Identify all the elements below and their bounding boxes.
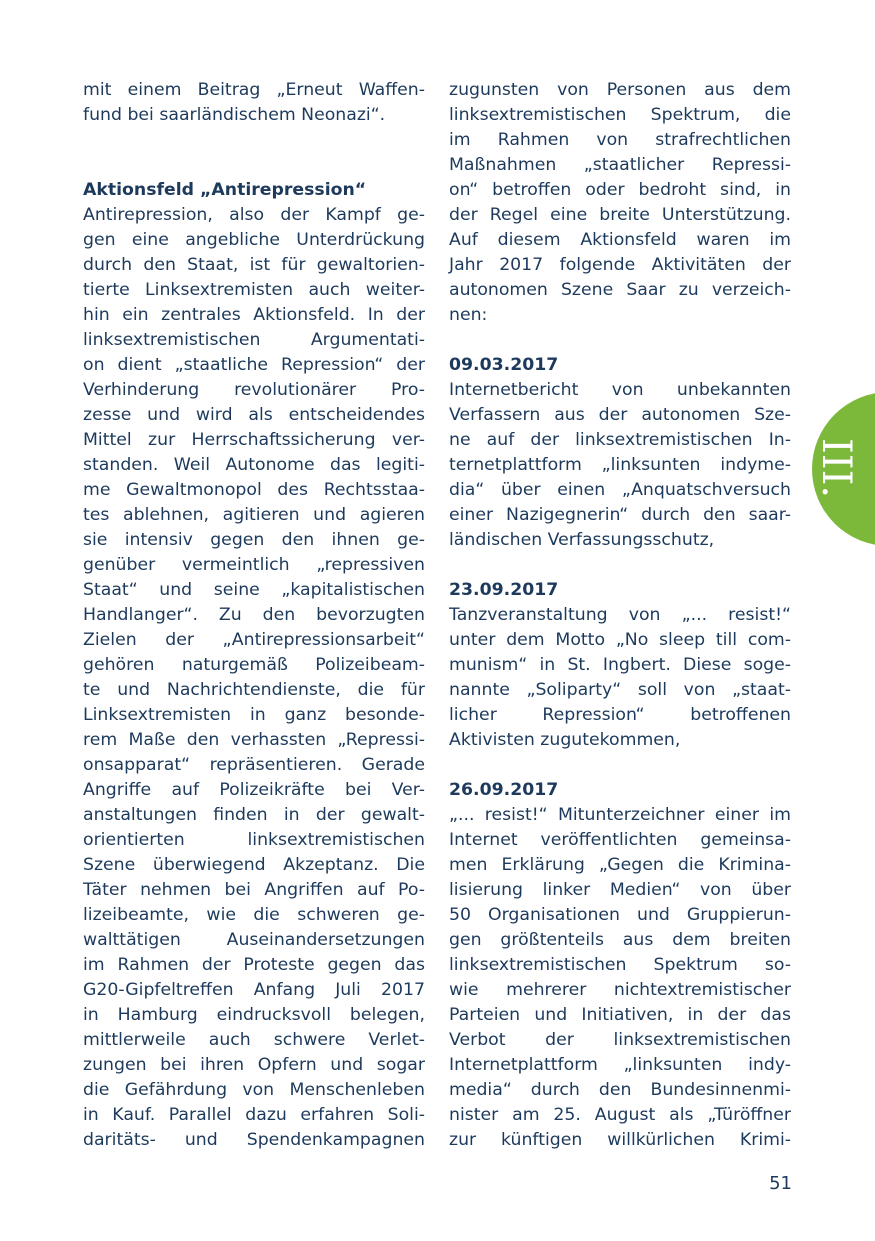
event-list xyxy=(449,328,791,1153)
event-date: 09.03.2017 xyxy=(449,355,559,375)
text-line: nister am 25. August als „Türöffner xyxy=(449,1105,791,1125)
text-line: Verhinderung revolutionärer Pro- xyxy=(83,380,425,400)
text-line: Jahr 2017 folgende Aktivitäten der xyxy=(449,255,791,275)
text-line: zungen bei ihren Opfern und sogar xyxy=(83,1055,425,1075)
text-line: die Gefährdung von Menschenleben xyxy=(83,1080,425,1100)
text-line: Linksextremisten in ganz besonde- xyxy=(83,705,425,725)
left-intro-paragraph xyxy=(83,78,425,128)
text-line: Parteien und Initiativen, in der das xyxy=(449,1005,791,1025)
text-line: linksextremistischen Spektrum, die xyxy=(449,105,791,125)
text-line: genüber vermeintlich „repressiven xyxy=(83,555,425,575)
text-line: zugunsten von Personen aus dem xyxy=(449,80,791,100)
text-line: me Gewaltmonopol des Rechtsstaa- xyxy=(83,480,425,500)
text-line: daritäts- und Spendenkampagnen xyxy=(83,1130,425,1150)
text-line: Aktivisten zugutekommen, xyxy=(449,730,681,750)
right-intro-paragraph xyxy=(449,78,791,328)
text-line: orientierten linksextremistischen xyxy=(83,830,425,850)
text-line: wie mehrerer nichtextremistischer xyxy=(449,980,791,1000)
text-line: sie intensiv gegen den ihnen ge- xyxy=(83,530,425,550)
text-line: Internetbericht von unbekannten xyxy=(449,380,791,400)
text-line: walttätigen Auseinandersetzungen xyxy=(83,930,425,950)
spacer xyxy=(83,128,425,153)
text-line: gehören naturgemäß Polizeibeam- xyxy=(83,655,425,675)
spacer xyxy=(449,553,791,578)
text-line: men Erklärung „Gegen die Krimina- xyxy=(449,855,791,875)
text-line: der Regel eine breite Unterstützung. xyxy=(449,205,791,225)
text-line: munism“ in St. Ingbert. Diese soge- xyxy=(449,655,791,675)
text-line: in Hamburg eindrucksvoll belegen, xyxy=(83,1005,425,1025)
text-line: anstaltungen finden in der gewalt- xyxy=(83,805,425,825)
text-line: tierte Linksextremisten auch weiter- xyxy=(83,280,425,300)
text-line: nen: xyxy=(449,305,488,325)
text-line: te und Nachrichtendienste, die für xyxy=(83,680,425,700)
text-line: tes ablehnen, agitieren und agieren xyxy=(83,505,425,525)
spacer xyxy=(449,328,791,353)
text-line: hin ein zentrales Aktionsfeld. In der xyxy=(83,305,425,325)
text-line: Antirepression, also der Kampf ge- xyxy=(83,205,425,225)
text-line: dia“ über einen „Anquatschversuch xyxy=(449,480,791,500)
text-line: Tanzveranstaltung von „... resist!“ xyxy=(449,605,791,625)
text-line: fund bei saarländischem Neonazi“. xyxy=(83,105,386,125)
text-line: mit einem Beitrag „Erneut Waffen- xyxy=(83,80,425,100)
right-column xyxy=(449,78,791,1153)
text-line: media“ durch den Bundesinnenmi- xyxy=(449,1080,791,1100)
text-line: zesse und wird als entscheidendes xyxy=(83,405,425,425)
text-line: licher Repression“ betroffenen xyxy=(449,705,791,725)
text-line: im Rahmen von strafrechtlichen xyxy=(449,130,791,150)
text-line: lisierung linker Medien“ von über xyxy=(449,880,791,900)
text-line: durch den Staat, ist für gewaltorien- xyxy=(83,255,425,275)
event-entry xyxy=(449,778,791,1153)
text-line: Verfassern aus der autonomen Sze- xyxy=(449,405,791,425)
text-line: nannte „Soliparty“ soll von „staat- xyxy=(449,680,791,700)
text-line: gen eine angebliche Unterdrückung xyxy=(83,230,425,250)
event-entry xyxy=(449,353,791,553)
event-date: 26.09.2017 xyxy=(449,780,559,800)
text-line: autonomen Szene Saar zu verzeich- xyxy=(449,280,791,300)
text-line: 50 Organisationen und Gruppierun- xyxy=(449,905,791,925)
text-line: rem Maße den verhassten „Repressi- xyxy=(83,730,425,750)
text-line: unter dem Motto „No sleep till com- xyxy=(449,630,791,650)
text-line: Internetplattform „linksunten indy- xyxy=(449,1055,791,1075)
text-line: Täter nehmen bei Angriffen auf Po- xyxy=(83,880,425,900)
section-body xyxy=(83,203,425,1153)
text-line: ternetplattform „linksunten indyme- xyxy=(449,455,791,475)
text-line: linksextremistischen Spektrum so- xyxy=(449,955,791,975)
text-line: Auf diesem Aktionsfeld waren im xyxy=(449,230,791,250)
text-line: zur künftigen willkürlichen Krimi- xyxy=(449,1130,791,1150)
text-line: mittlerweile auch schwere Verlet- xyxy=(83,1030,425,1050)
text-line: in Kauf. Parallel dazu erfahren Soli- xyxy=(83,1105,425,1125)
text-line: Staat“ und seine „kapitalistischen xyxy=(83,580,425,600)
text-line: linksextremistischen Argumentati- xyxy=(83,330,425,350)
text-line: Maßnahmen „staatlicher Repressi- xyxy=(449,155,791,175)
spacer xyxy=(449,753,791,778)
text-line: im Rahmen der Proteste gegen das xyxy=(83,955,425,975)
text-line: Szene überwiegend Akzeptanz. Die xyxy=(83,855,425,875)
text-line: Verbot der linksextremistischen xyxy=(449,1030,791,1050)
text-line: ne auf der linksextremistischen In- xyxy=(449,430,791,450)
text-line: G20-Gipfeltreffen Anfang Juli 2017 xyxy=(83,980,425,1000)
text-line: Mittel zur Herrschaftssicherung ver- xyxy=(83,430,425,450)
text-line: lizeibeamte, wie die schweren ge- xyxy=(83,905,425,925)
event-date: 23.09.2017 xyxy=(449,580,559,600)
page-number: 51 xyxy=(769,1173,792,1194)
text-line: onsapparat“ repräsentieren. Gerade xyxy=(83,755,425,775)
text-line: on“ betroffen oder bedroht sind, in xyxy=(449,180,791,200)
text-line: Internet veröffentlichten gemeinsa- xyxy=(449,830,791,850)
text-line: ländischen Verfassungsschutz, xyxy=(449,530,715,550)
text-line: Angriffe auf Polizeikräfte bei Ver- xyxy=(83,780,425,800)
chapter-tab-label: III. xyxy=(813,438,859,499)
section-heading: Aktionsfeld „Antirepression“ xyxy=(83,180,367,200)
left-column xyxy=(83,78,425,1153)
text-line: on dient „staatliche Repression“ der xyxy=(83,355,425,375)
event-entry xyxy=(449,578,791,753)
spacer xyxy=(83,153,425,178)
text-line: Zielen der „Antirepressionsarbeit“ xyxy=(83,630,425,650)
text-line: gen größtenteils aus dem breiten xyxy=(449,930,791,950)
text-line: standen. Weil Autonome das legiti- xyxy=(83,455,425,475)
text-line: „... resist!“ Mitunterzeichner einer im xyxy=(449,805,791,825)
text-line: einer Nazigegnerin“ durch den saar- xyxy=(449,505,791,525)
text-line: Handlanger“. Zu den bevorzugten xyxy=(83,605,425,625)
